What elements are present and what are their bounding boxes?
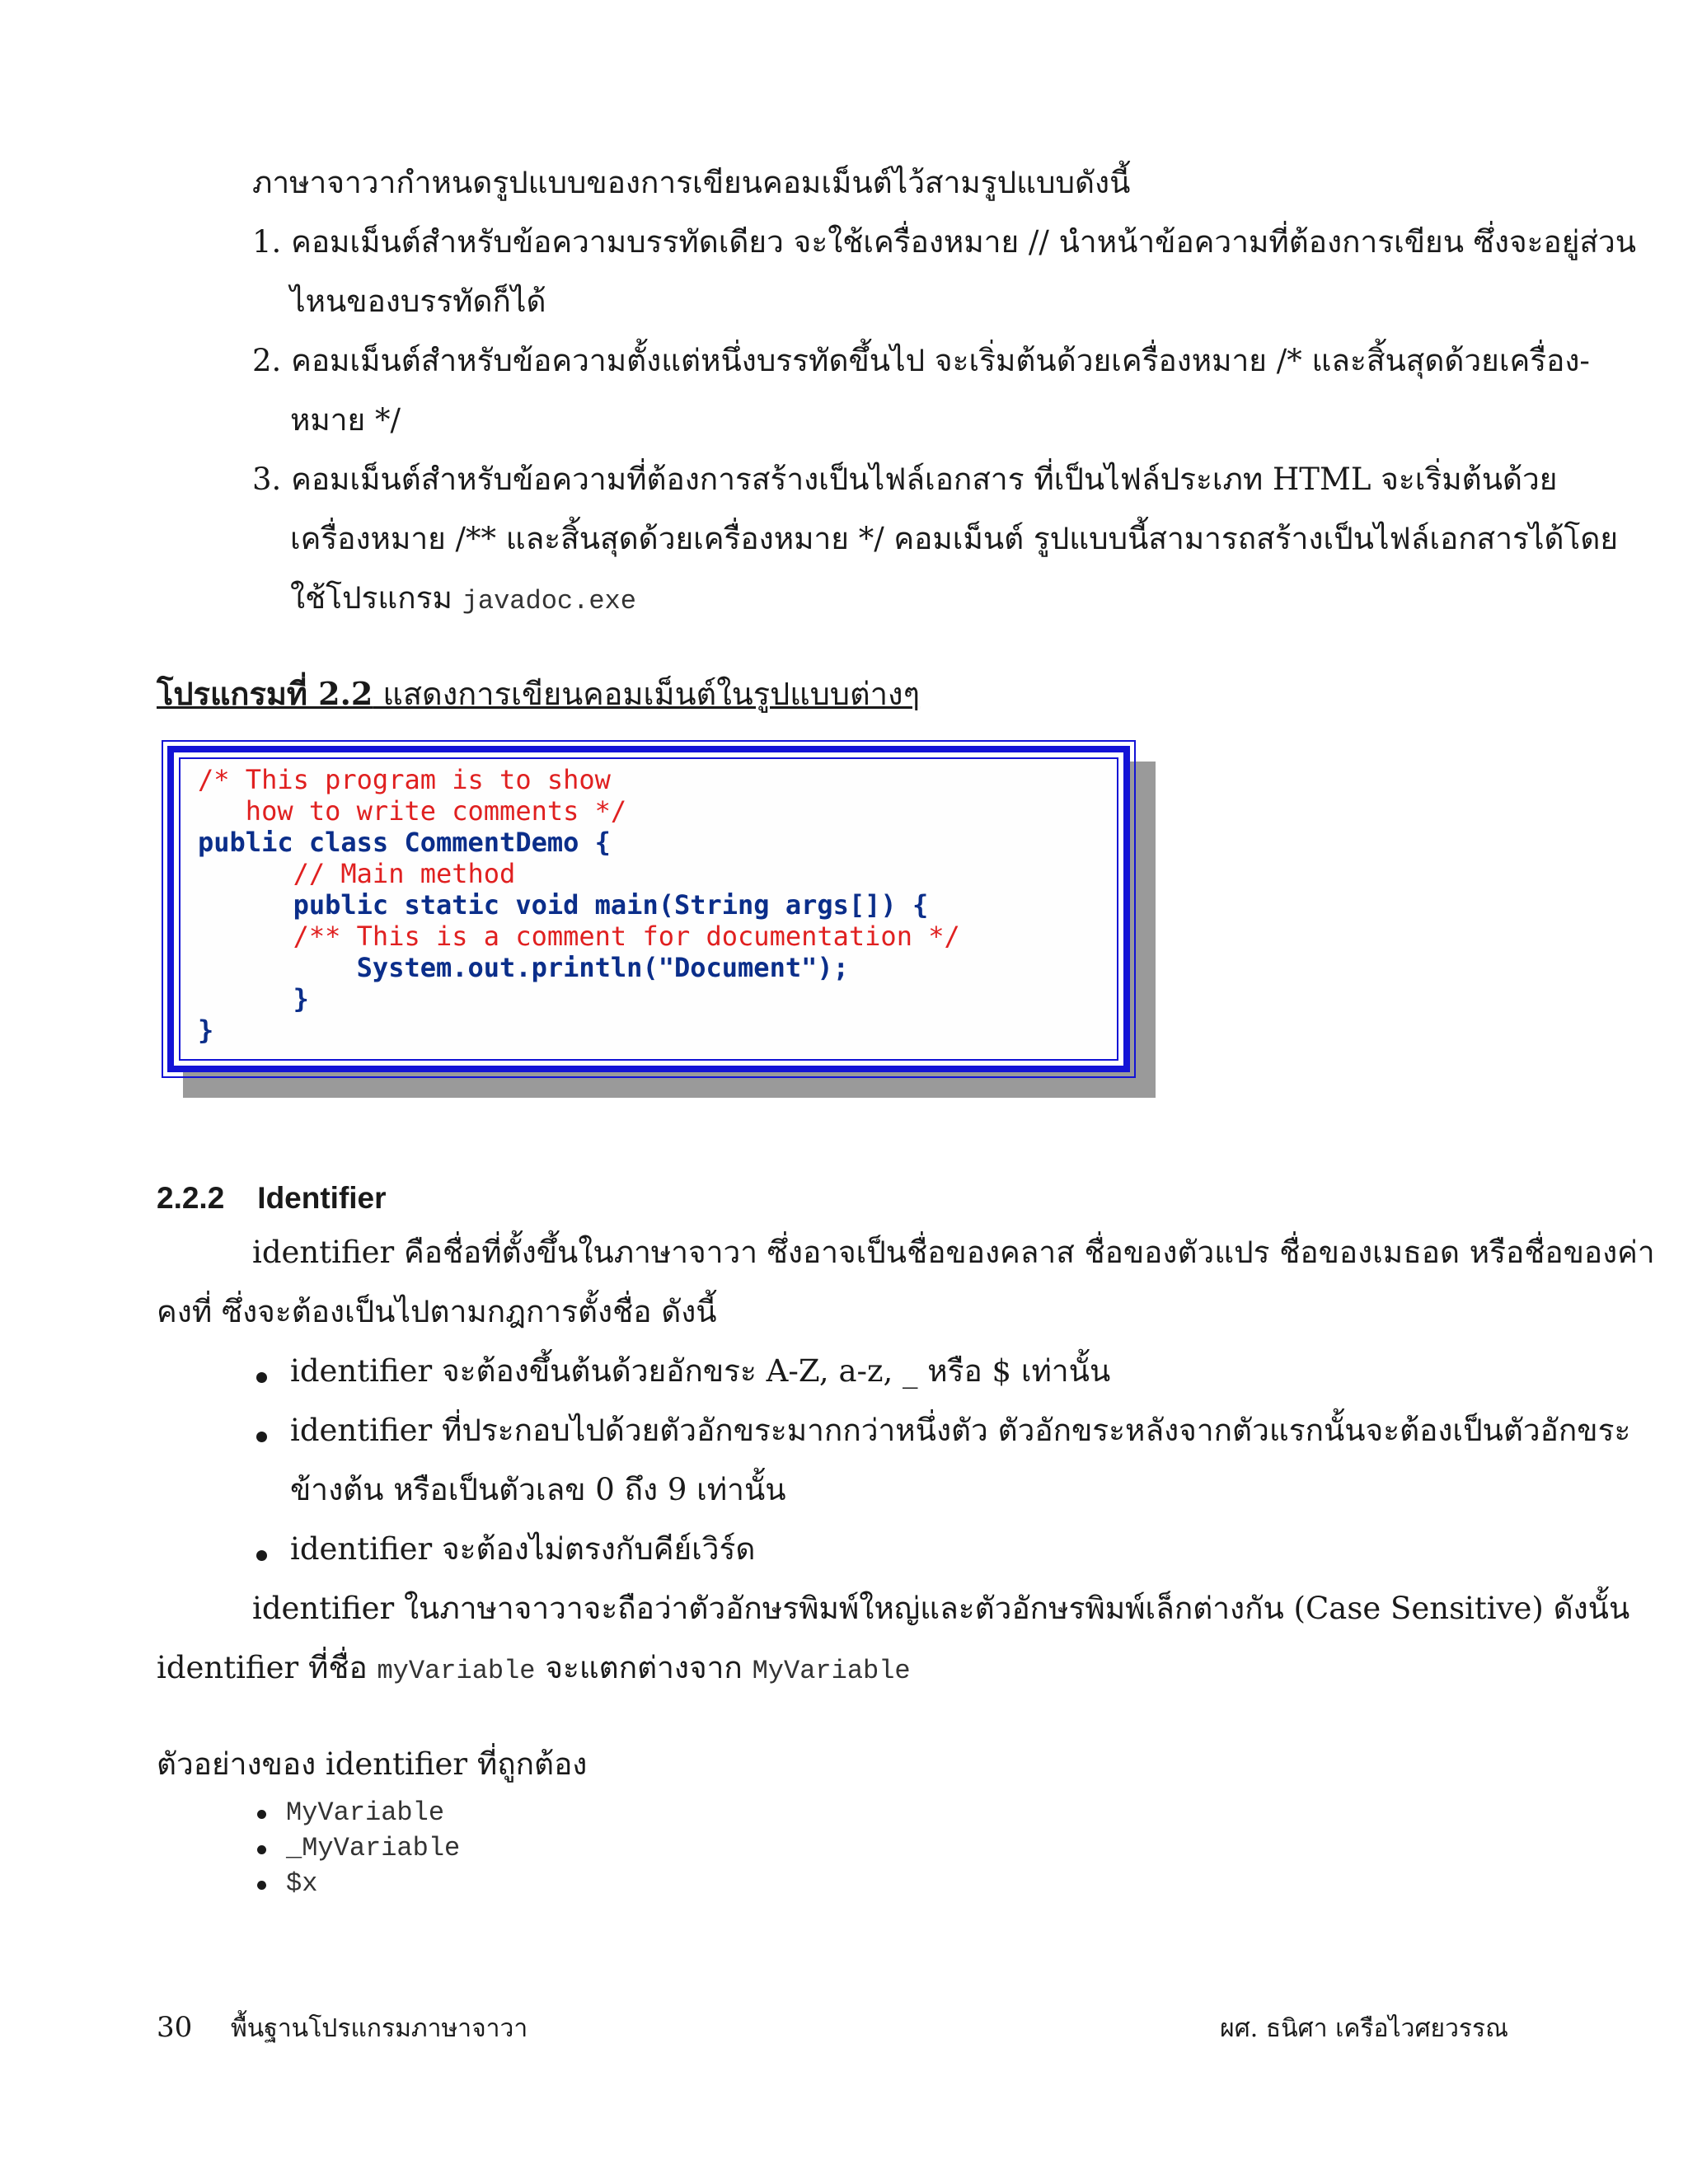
list-item-1-line-1: 1. คอมเม็นต์สำหรับข้อความบรรทัดเดียว จะใช้เครื่องหมาย // นำหน้าข้อความที่ต้องการเขียน ซึ่งจะอยู่ส่วน — [252, 224, 1637, 260]
bullet-icon — [257, 1845, 266, 1854]
section-title: Identifier — [257, 1181, 387, 1215]
case-text-c: จะแตกต่างจาก — [535, 1650, 753, 1685]
code-line-1: /* This program is to show — [198, 764, 611, 795]
code-line-4: // Main method — [198, 858, 516, 889]
examples-title: ตัวอย่างของ identifier ที่ถูกต้อง — [157, 1746, 588, 1782]
javadoc-code: javadoc.exe — [462, 586, 636, 616]
code-line-7: System.out.println("Document"); — [198, 952, 849, 983]
code-line-6: /** This is a comment for documentation */ — [198, 921, 960, 952]
rule-1: identifier จะต้องขึ้นต้นด้วยอักขระ A-Z, a-z, _ หรือ $ เท่านั้น — [290, 1353, 1111, 1389]
bullet-icon — [256, 1550, 267, 1561]
list-item-3-line-2: เครื่องหมาย /** และสิ้นสุดด้วยเครื่องหมาย */ คอมเม็นต์ รูปแบบนี้สามารถสร้างเป็นไฟล์เอกสารได้โดย — [290, 521, 1619, 556]
bullet-icon — [257, 1810, 266, 1819]
my-variable-lower: myVariable — [377, 1656, 536, 1686]
intro-text: ภาษาจาวากำหนดรูปแบบของการเขียนคอมเม็นต์ไว้สามรูปแบบดังนี้ — [252, 165, 1131, 200]
case-sensitive-line-2 — [157, 1648, 911, 1691]
case-text-a: identifier ที่ชื่อ — [157, 1650, 377, 1685]
example-1: MyVariable — [286, 1797, 445, 1828]
code-line-9: } — [198, 1015, 214, 1046]
bullet-icon — [256, 1372, 267, 1383]
program-caption — [157, 674, 920, 714]
page-number: 30 — [157, 2011, 193, 2044]
book-title: พื้นฐานโปรแกรมภาษาจาวา — [231, 2014, 528, 2043]
rule-3: identifier จะต้องไม่ตรงกับคีย์เวิร์ด — [290, 1531, 756, 1567]
example-2: _MyVariable — [286, 1833, 461, 1863]
caption-text: แสดงการเขียนคอมเม็นต์ในรูปแบบต่างๆ — [373, 676, 921, 712]
my-variable-upper: MyVariable — [752, 1656, 911, 1686]
caption-label: โปรแกรมที่ 2.2 — [157, 675, 373, 712]
list-item-3-line-3 — [290, 579, 636, 621]
list-item-1-line-2: ไหนของบรรทัดก็ได้ — [290, 284, 546, 319]
list-item-2-line-1: 2. คอมเม็นต์สำหรับข้อความตั้งแต่หนึ่งบรรทัดขึ้นไป จะเริ่มต้นด้วยเครื่องหมาย /* และสิ้นสุดด้วยเครื่อง- — [252, 343, 1590, 378]
code-line-5: public static void main(String args[]) { — [198, 889, 929, 921]
code-line-2: how to write comments */ — [198, 795, 627, 827]
section-heading — [157, 1179, 387, 1218]
author-name: ผศ. ธนิศา เครือไวศยวรรณ — [1220, 2014, 1508, 2043]
example-3: $x — [286, 1868, 318, 1899]
rule-2-line-1: identifier ที่ประกอบไปด้วยตัวอักขระมากกว่าหนึ่งตัว ตัวอักขระหลังจากตัวแรกนั้นจะต้องเป็นตัวอักขระ — [290, 1413, 1631, 1448]
code-line-3: public class CommentDemo { — [198, 827, 611, 858]
identifier-definition-line-2: คงที่ ซึ่งจะต้องเป็นไปตามกฎการตั้งชื่อ ดังนี้ — [157, 1294, 717, 1329]
bullet-icon — [257, 1881, 266, 1890]
bullet-icon — [256, 1432, 267, 1442]
rule-2-line-2: ข้างต้น หรือเป็นตัวเลข 0 ถึง 9 เท่านั้น — [290, 1472, 786, 1507]
identifier-definition-line-1: identifier คือชื่อที่ตั้งขึ้นในภาษาจาวา ซึ่งอาจเป็นชื่อของคลาส ชื่อของตัวแปร ชื่อของเมธอด หรือชื่อของค่า — [252, 1235, 1655, 1270]
code-line-8: } — [198, 983, 309, 1015]
case-sensitive-line-1: identifier ในภาษาจาวาจะถือว่าตัวอักษรพิมพ์ใหญ่และตัวอักษรพิมพ์เล็กต่างกัน (Case Sensitive) ดังนั้น — [252, 1591, 1630, 1626]
section-number: 2.2.2 — [157, 1181, 225, 1215]
list-item-2-line-2: หมาย */ — [290, 402, 401, 438]
list-item-3-text: ใช้โปรแกรม — [290, 580, 462, 616]
list-item-3-line-1: 3. คอมเม็นต์สำหรับข้อความที่ต้องการสร้างเป็นไฟล์เอกสาร ที่เป็นไฟล์ประเภท HTML จะเริ่มต้นด้วย — [252, 462, 1558, 497]
